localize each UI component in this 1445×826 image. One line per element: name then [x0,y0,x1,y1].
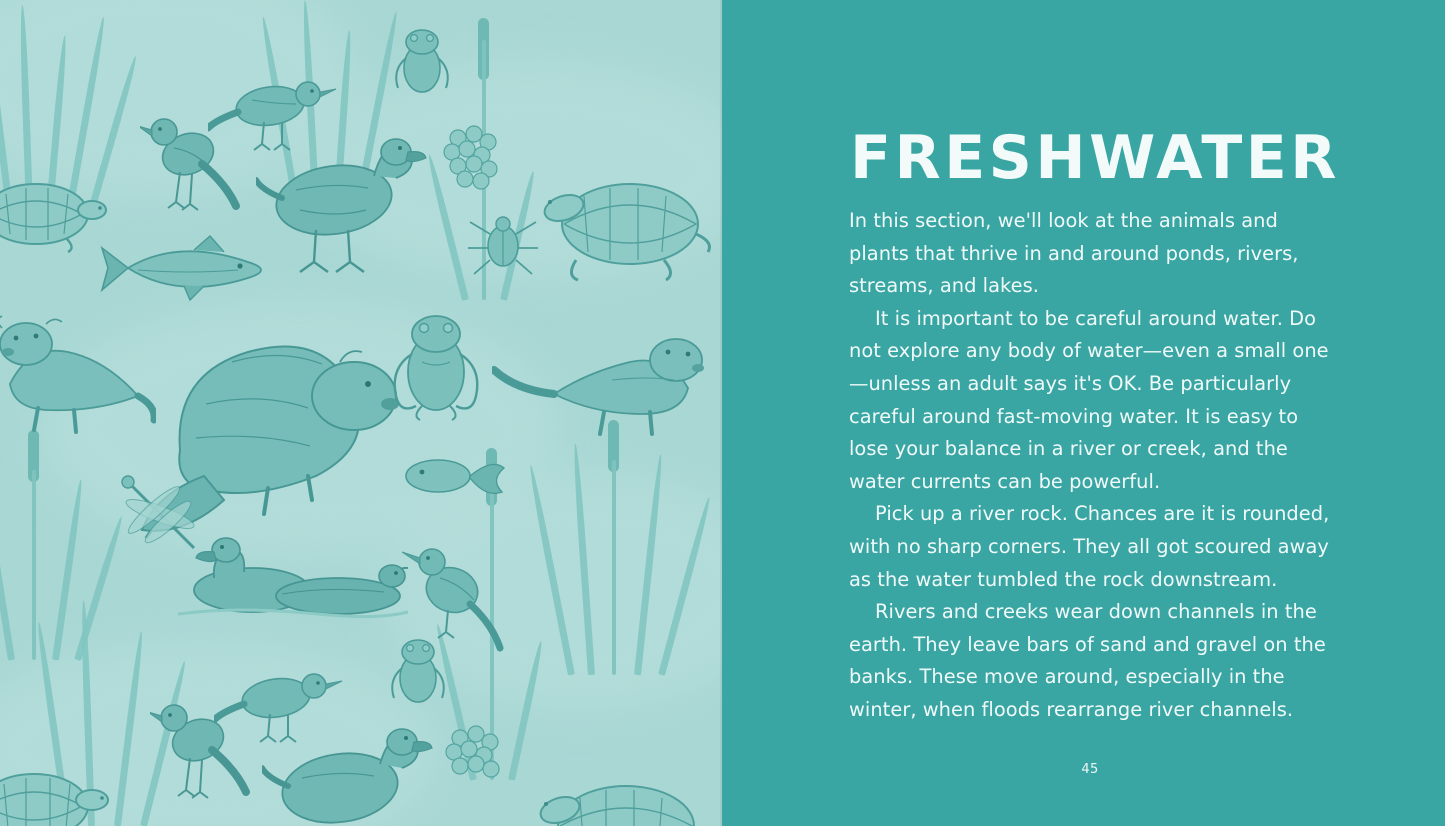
wildlife-motifs [0,0,722,826]
paragraph-2: It is important to be careful around water. Do not explore any body of water—even a small one—unless an adult says it's OK. Be particularly careful around fast-moving water. It is easy to lose your balance in a river or creek, and the water currents can be powerful. [849,306,1329,493]
cattail-stalk-icon [468,440,528,780]
frog-icon [384,632,454,712]
page-number: 45 [1081,762,1099,777]
dragonfly-icon [108,462,218,572]
river-otter-icon [492,318,722,448]
water-wash [40,300,560,560]
text-page [722,0,1445,826]
river-otter-icon [0,300,156,440]
marsh-wren-icon [396,530,516,660]
water-wash [380,470,722,710]
trout-icon [98,228,308,308]
water-wash [300,60,722,280]
songbird-icon [150,690,260,820]
page-title: FRESHWATER [850,123,1340,194]
water-wash [0,640,440,826]
painted-turtle-icon [524,164,722,294]
tadpole-icon [398,446,508,506]
painted-turtle-icon [520,770,720,826]
illustration-page [0,0,722,826]
painted-turtle-icon [0,170,110,260]
water-beetle-icon [468,208,538,280]
paragraph-1: In this section, we'll look at the animals and plants that thrive in and around ponds, rivers, streams, and lakes. [849,209,1299,298]
starling-icon [214,662,344,752]
harlequin-duck-icon [262,718,442,826]
duck-icon [256,126,436,286]
frog-icon [382,306,492,426]
water-wash [0,0,360,200]
cattail-reeds-icon [0,430,110,660]
cattail-reeds-icon [288,0,398,200]
cattail-reeds-icon [0,0,120,210]
cattail-reeds-icon [556,420,696,675]
starling-icon [208,70,338,160]
frog-eggs-icon [440,724,510,794]
paragraph-3: Pick up a river rock. Chances are it is rounded, with no sharp corners. They all got scoured away as the water tumbled the rock downstream. [849,502,1330,591]
body-text [849,205,1331,727]
beaver-icon [140,300,440,540]
frog-eggs-icon [438,124,508,194]
frog-icon [388,22,458,102]
mallard-pair-icon [178,524,408,634]
paragraph-4: Rivers and creeks wear down channels in the earth. They leave bars of sand and gravel on the banks. These move around, especially in the winter, when floods rearrange river channels. [849,600,1326,721]
songbird-icon [140,108,250,228]
cattail-reeds-icon [58,600,178,826]
cattail-stalk-icon [458,0,518,300]
painted-turtle-icon [0,756,114,826]
